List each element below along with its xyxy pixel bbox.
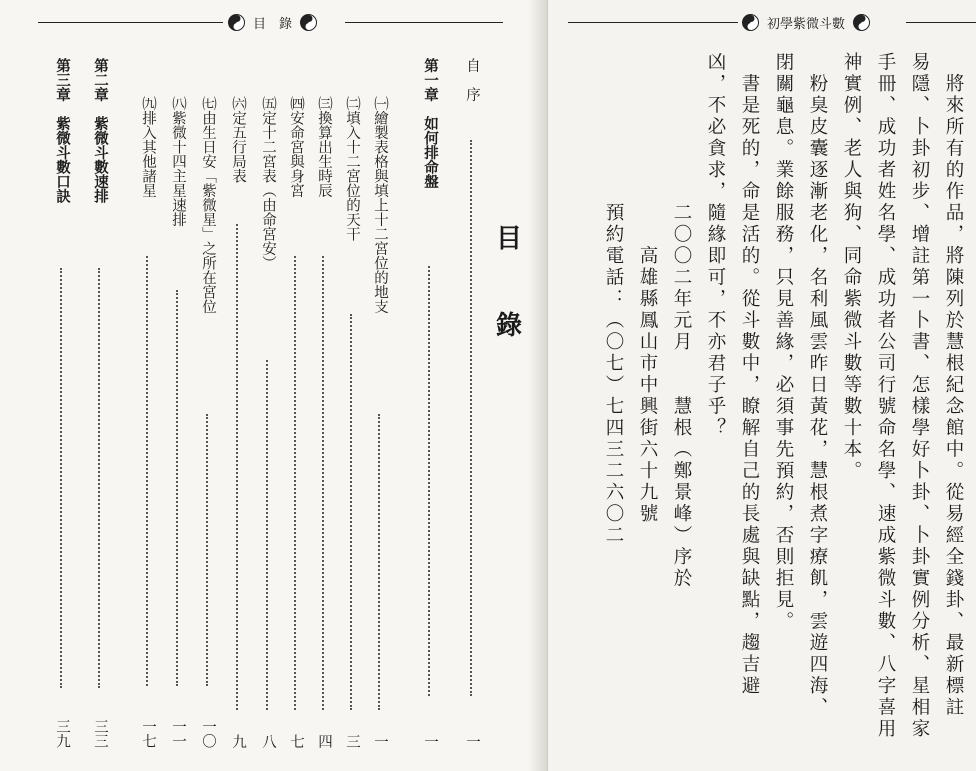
toc-entry-label: ㈥定五行局表 (230, 96, 246, 183)
toc-entry-label: 自 序 (464, 58, 480, 102)
toc-entry-label: ㈧紫微十四主星速排 (170, 96, 186, 227)
toc-entry-label: ㈡填入十二宮位的天干 (344, 96, 360, 241)
toc-entry-page: 三 (344, 733, 360, 748)
leader-dots (176, 290, 178, 686)
toc-entry-page: 四 (316, 733, 332, 748)
toc-entry-page: 一〇 (200, 719, 216, 748)
toc-entry-label: ㈤定十二宮表（由命宮安） (260, 96, 276, 270)
preface-phone: 預約電話：（〇七）七四三二六〇二 (603, 52, 624, 547)
preface-address: 高雄縣鳳山市中興街六十九號 (637, 52, 658, 525)
leader-dots (350, 314, 352, 710)
contents-title-2: 錄 (496, 311, 523, 341)
leader-dots (294, 256, 296, 710)
leader-dots (98, 268, 100, 688)
preface-column: 粉臭皮囊逐漸老化，名利風雲昨日黃花，慧根煮字療飢，雲遊四海、 (807, 52, 828, 719)
leader-dots (60, 268, 62, 688)
toc-entry[interactable] (166, 96, 190, 748)
toc-entry[interactable] (284, 96, 308, 748)
toc-entry-label: ㈨排入其他諸星 (140, 96, 156, 198)
preface-column: 閉關龜息。業餘服務，只見善緣，必須事先預約，否則拒見。 (773, 52, 794, 633)
toc-entry[interactable] (136, 96, 160, 748)
left-header-text: 目 錄 (253, 17, 293, 32)
left-page-header (228, 13, 317, 32)
toc-entry-label: ㈠繪製表格與填上十二宮位的地支 (372, 96, 388, 314)
toc-entry[interactable] (196, 96, 220, 748)
yin-yang-icon (300, 14, 317, 31)
preface-column: 將來所有的作品，將陳列於慧根紀念館中。從易經全錢卦、最新標註 (943, 52, 964, 719)
leader-dots (322, 256, 324, 710)
toc-entry[interactable] (340, 96, 364, 748)
right-page-preface (548, 0, 976, 771)
toc-entry[interactable] (312, 96, 336, 748)
toc-entry[interactable] (368, 96, 392, 748)
toc-entry[interactable] (226, 96, 250, 748)
toc-entry-page: 三三 (92, 719, 108, 748)
toc-entry-label: 第二章 紫微斗數速排 (92, 58, 108, 203)
leader-dots (266, 360, 268, 710)
toc-entry-label: 第三章 紫微斗數口訣 (54, 58, 70, 203)
right-header-text: 初學紫微斗數 (767, 17, 846, 32)
toc-entry-label: ㈢換算出生時辰 (316, 96, 332, 198)
header-rule-left (568, 22, 738, 23)
toc-entry-chapter[interactable] (50, 58, 74, 748)
leader-dots (236, 224, 238, 710)
right-page-header (742, 13, 870, 32)
toc-entry-label: ㈣安命宮與身宮 (288, 96, 304, 198)
preface-column: 神實例、老人與狗、同命紫微斗數等數十本。 (841, 52, 862, 482)
preface-column: 易隱、卜卦初步、增註第一卜書、怎樣學好卜卦、卜卦實例分析、星相家 (909, 52, 930, 740)
preface-signature: 二〇〇二年元月 慧根（鄭景峰）序於 (671, 52, 692, 590)
leader-dots (428, 266, 430, 696)
toc-entry-label: ㈦由生日安「紫微星」之所在宮位 (200, 96, 216, 314)
leader-dots (378, 414, 380, 710)
toc-entry-chapter[interactable] (418, 58, 442, 748)
leader-dots (206, 414, 208, 686)
toc-entry-label: 第一章 如何排命盤 (422, 58, 438, 189)
leader-dots (470, 140, 472, 696)
toc-entry-page: 一 (372, 733, 388, 748)
preface-column: 凶，不必貪求，隨緣即可，不亦君子乎？ (705, 52, 726, 439)
toc-entry-page: 一 (422, 733, 438, 748)
toc-entry[interactable] (460, 58, 484, 748)
toc-entry-page: 一一 (170, 719, 186, 748)
toc-entry-page: 一七 (140, 719, 156, 748)
header-rule-right (345, 22, 503, 23)
toc-entry-page: 一 (464, 733, 480, 748)
preface-column: 書是死的，命是活的。從斗數中，瞭解自己的長處與缺點，趨吉避 (739, 52, 760, 697)
header-rule-left (38, 22, 223, 23)
yin-yang-icon (228, 14, 245, 31)
toc-entry-page: 八 (260, 733, 276, 748)
contents-title-1: 目 (496, 224, 523, 254)
toc-entry-chapter[interactable] (88, 58, 112, 748)
yin-yang-icon (742, 14, 759, 31)
yin-yang-icon (853, 14, 870, 31)
leader-dots (146, 256, 148, 686)
preface-column: 手冊、成功者姓名學、成功者公司行號命名學、速成紫微斗數、八字喜用 (875, 52, 896, 740)
toc-entry[interactable] (256, 96, 280, 748)
toc-entry-page: 九 (230, 733, 246, 748)
header-rule-right (906, 22, 976, 23)
toc-entry-page: 三九 (54, 719, 70, 748)
toc-entry-page: 七 (288, 733, 304, 748)
